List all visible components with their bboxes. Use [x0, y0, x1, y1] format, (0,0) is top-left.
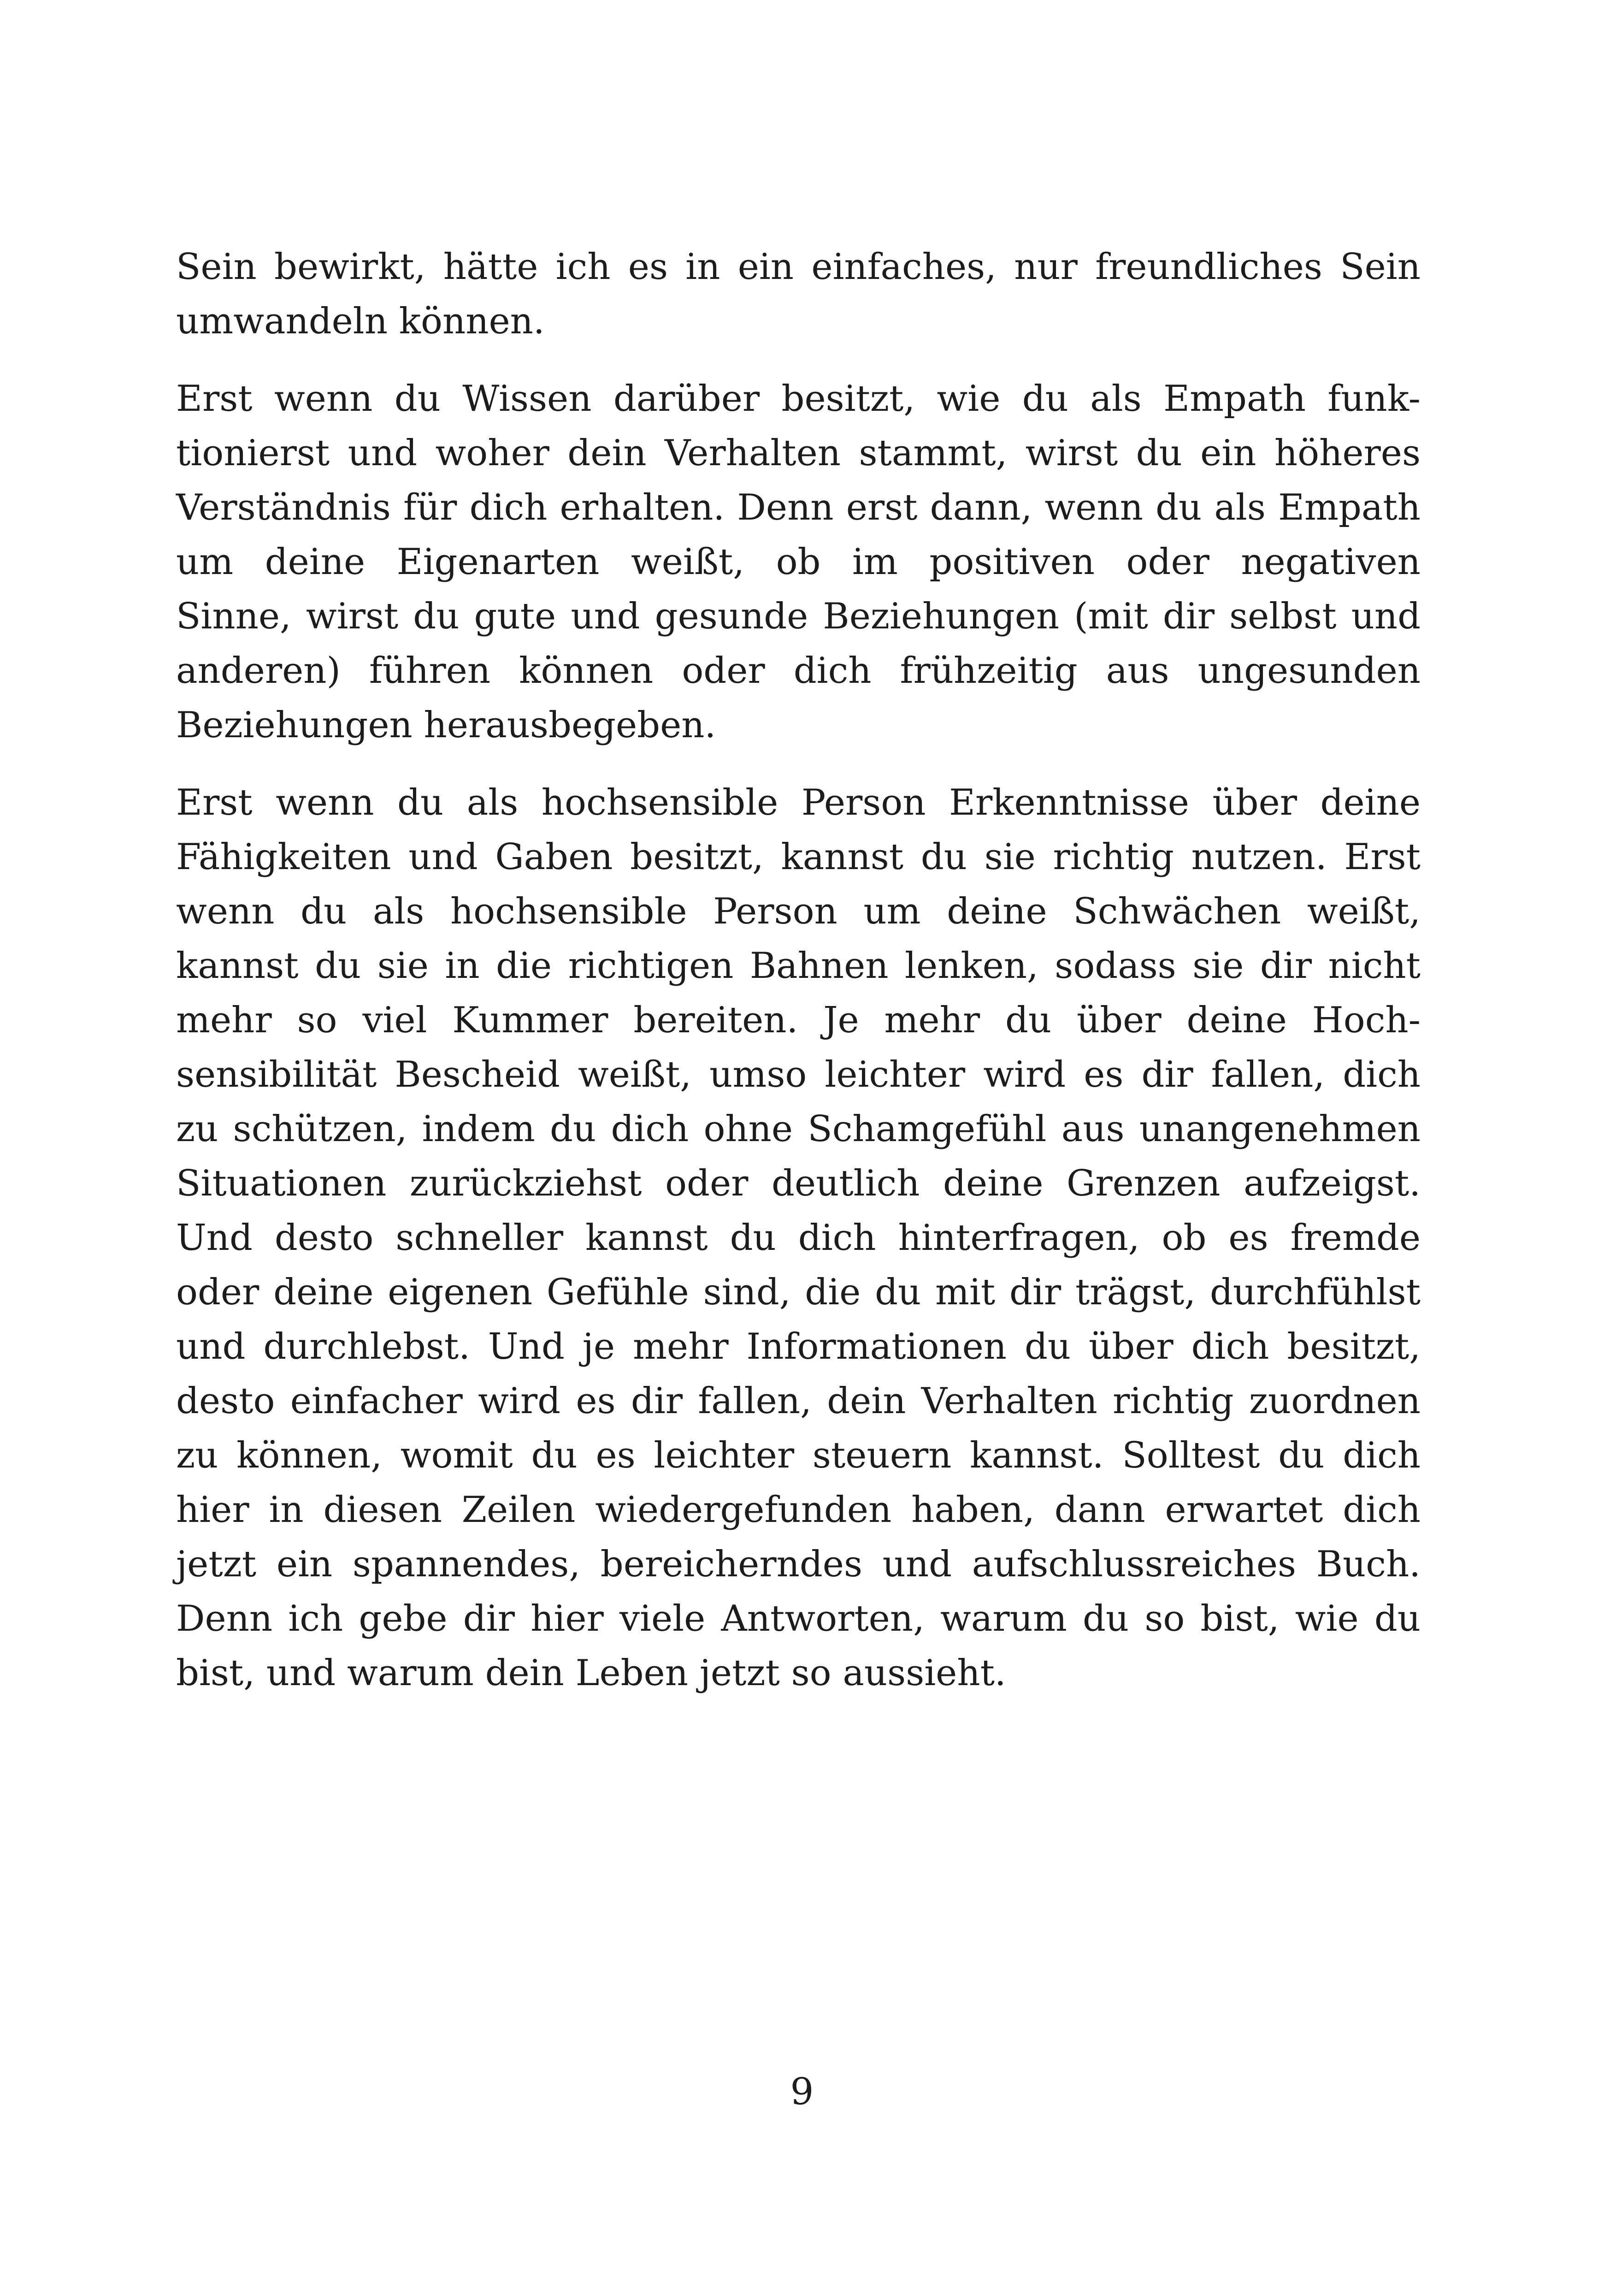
paragraph [176, 240, 1421, 349]
text-line: zu können, womit du es leichter steuern kannst. Solltest du dich [176, 1435, 1421, 1476]
text-line: mehr so viel Kummer bereiten. Je mehr du über deine Hoch- [176, 1000, 1421, 1041]
text-line: jetzt ein spannendes, bereicherndes und aufschlussreiches Buch. [176, 1544, 1421, 1585]
paragraph [176, 775, 1421, 1700]
text-line: bist, und warum dein Leben jetzt so aussieht. [176, 1652, 1006, 1694]
text-line: zu schützen, indem du dich ohne Schamgefühl aus unangenehmen [176, 1108, 1421, 1150]
text-line: Situationen zurückziehst oder deutlich deine Grenzen aufzeigst. [176, 1163, 1421, 1204]
text-line: Sein bewirkt, hätte ich es in ein einfaches, nur freundliches Sein [176, 246, 1421, 288]
text-line: hier in diesen Zeilen wiedergefunden haben, dann erwartet dich [176, 1489, 1421, 1531]
paragraph-gap [176, 752, 1421, 775]
text-line: Und desto schneller kannst du dich hinterfragen, ob es fremde [176, 1217, 1421, 1259]
text-line: Erst wenn du Wissen darüber besitzt, wie du als Empath funk- [176, 378, 1421, 420]
text-line: tionierst und woher dein Verhalten stammt, wirst du ein höheres [176, 432, 1421, 474]
text-line: oder deine eigenen Gefühle sind, die du mit dir trägst, durchfühlst [176, 1272, 1421, 1313]
text-line: kannst du sie in die richtigen Bahnen lenken, sodass sie dir nicht [176, 945, 1421, 987]
page-number: 9 [790, 2070, 814, 2113]
text-line: anderen) führen können oder dich frühzeitig aus ungesunden [176, 650, 1421, 692]
text-line: Beziehungen herausbegeben. [176, 704, 716, 746]
paragraph-gap [176, 349, 1421, 372]
text-line: Sinne, wirst du gute und gesunde Beziehungen (mit dir selbst und [176, 596, 1421, 637]
text-line: wenn du als hochsensible Person um deine Schwächen weißt, [176, 891, 1421, 932]
text-line: Fähigkeiten und Gaben besitzt, kannst du sie richtig nutzen. Erst [176, 836, 1421, 878]
text-line: Erst wenn du als hochsensible Person Erkenntnisse über deine [176, 782, 1421, 823]
text-line: Verständnis für dich erhalten. Denn erst dann, wenn du als Empath [176, 487, 1421, 528]
text-line: um deine Eigenarten weißt, ob im positiven oder negativen [176, 541, 1421, 583]
body-text [176, 240, 1421, 1700]
text-line: sensibilität Bescheid weißt, umso leichter wird es dir fallen, dich [176, 1054, 1421, 1095]
paragraph [176, 372, 1421, 752]
text-line: desto einfacher wird es dir fallen, dein Verhalten richtig zuordnen [176, 1380, 1421, 1422]
text-line: und durchlebst. Und je mehr Informationen du über dich besitzt, [176, 1326, 1421, 1367]
text-line: umwandeln können. [176, 301, 545, 342]
text-line: Denn ich gebe dir hier viele Antworten, warum du so bist, wie du [176, 1598, 1421, 1639]
